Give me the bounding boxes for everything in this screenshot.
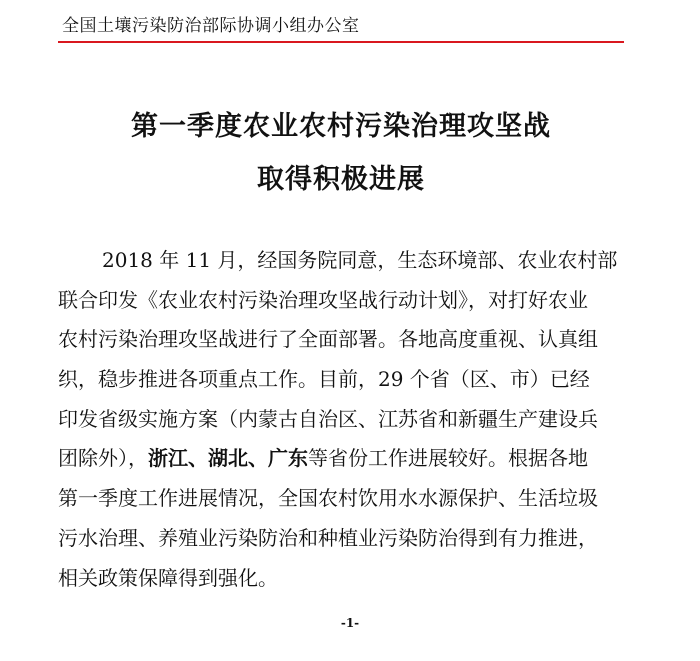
body-line-4: 织，稳步推进各项重点工作。目前，29 个省（区、市）已经 <box>58 367 590 392</box>
body-line-2: 联合印发《农业农村污染治理攻坚战行动计划》，对打好农业 <box>58 287 588 312</box>
body-line-3: 农村污染治理攻坚战进行了全面部署。各地高度重视、认真组 <box>58 327 598 352</box>
page-number: -1- <box>340 616 360 630</box>
body-line-1: 2018 年 11 月，经国务院同意，生态环境部、农业农村部 <box>102 248 618 272</box>
body-line-5: 印发省级实施方案（内蒙古自治区、江苏省和新疆生产建设兵 <box>58 406 598 431</box>
body-line-9: 相关政策保障得到强化。 <box>58 565 278 590</box>
body-line-7: 第一季度工作进展情况，全国农村饮用水水源保护、生活垃圾 <box>58 486 598 511</box>
document-title-line-2: 取得积极进展 <box>257 164 425 195</box>
body-line-6 <box>58 439 624 479</box>
document-title-line-1: 第一季度农业农村污染治理攻坚战 <box>131 111 551 142</box>
header-organization: 全国土壤污染防治部际协调小组办公室 <box>62 16 360 36</box>
body-line-6-end: 等省份工作进展较好。根据各地 <box>308 446 588 471</box>
body-paragraph <box>58 241 624 598</box>
header-divider <box>58 41 624 43</box>
body-line-8: 污水治理、养殖业污染防治和种植业污染防治得到有力推进， <box>58 525 598 550</box>
body-line-6-start: 团除外）， <box>58 446 148 471</box>
highlighted-provinces: 浙江、湖北、广东 <box>148 446 308 471</box>
